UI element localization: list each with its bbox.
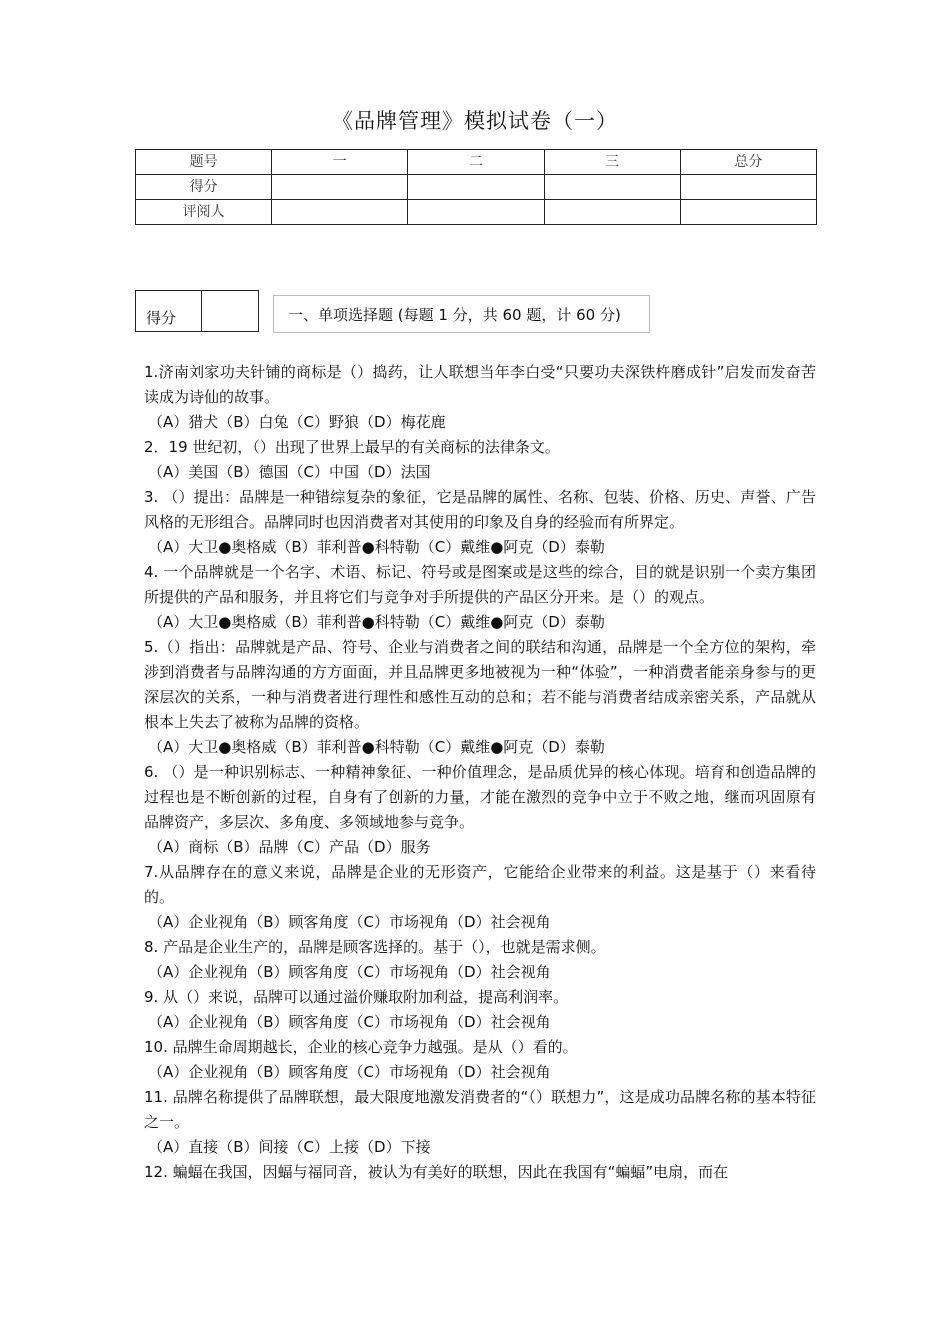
question-options: （A）直接（B）间接（C）上接（D）下接 <box>148 1138 431 1156</box>
question-text: 5.（）指出：品牌就是产品、符号、企业与消费者之间的联结和沟通，品牌是一个全方位的架构，牵涉到消费者与品牌沟通的方方面面，并且品牌更多地被视为一种“体验”，一种消费者能亲身参与的更深层次的关系，一种与消费者进行理性和感性互动的总和；若不能与消费者结成亲密关系，产品就从根本上失去了被称为品牌的资格。 <box>144 638 816 731</box>
score-table-cell <box>680 175 816 200</box>
question-text: 4. 一个品牌就是一个名字、术语、标记、符号或是图案或是这些的综合，目的就是识别一个卖方集团所提供的产品和服务，并且将它们与竞争对手所提供的产品区分开来。是（）的观点。 <box>144 563 816 606</box>
question-options: （A）企业视角（B）顾客角度（C）市场视角（D）社会视角 <box>148 913 551 931</box>
question-text: 10. 品牌生命周期越长，企业的核心竞争力越强。是从（）看的。 <box>144 1038 578 1056</box>
question-options: （A）企业视角（B）顾客角度（C）市场视角（D）社会视角 <box>148 1013 551 1031</box>
score-table-cell <box>272 175 408 200</box>
score-table-cell: 题号 <box>136 150 272 175</box>
score-table-cell <box>408 175 544 200</box>
question-options: （A）企业视角（B）顾客角度（C）市场视角（D）社会视角 <box>148 963 551 981</box>
score-table-cell: 三 <box>544 150 680 175</box>
question-options: （A）大卫●奥格威（B）菲利普●科特勒（C）戴维●阿克（D）泰勒 <box>148 738 605 756</box>
score-table-cell <box>408 200 544 225</box>
score-table-cell <box>272 200 408 225</box>
score-table-cell: 一 <box>272 150 408 175</box>
score-table-row <box>136 150 817 175</box>
question-options: （A）猎犬（B）白兔（C）野狼（D）梅花鹿 <box>148 413 446 431</box>
question-list <box>144 360 816 1185</box>
question-text: 1.济南刘家功夫针铺的商标是（）捣药，让人联想当年李白受“只要功夫深铁杵磨成针”启发而发奋苦读成为诗仙的故事。 <box>144 363 816 406</box>
section-score-label: 得分 <box>136 291 202 331</box>
score-table-cell: 总分 <box>680 150 816 175</box>
section-heading: 一、单项选择题 (每题 1 分，共 60 题，计 60 分) <box>273 295 650 333</box>
question-text: 2．19 世纪初，（）出现了世界上最早的有关商标的法律条文。 <box>144 438 560 456</box>
question-text: 8. 产品是企业生产的，品牌是顾客选择的。基于（），也就是需求侧。 <box>144 938 606 956</box>
question-options: （A）大卫●奥格威（B）菲利普●科特勒（C）戴维●阿克（D）泰勒 <box>148 613 605 631</box>
score-table-cell <box>680 200 816 225</box>
question-options: （A）大卫●奥格威（B）菲利普●科特勒（C）戴维●阿克（D）泰勒 <box>148 538 605 556</box>
score-table-row <box>136 200 817 225</box>
section-score-box <box>135 290 259 332</box>
question-text: 6. （）是一种识别标志、一种精神象征、一种价值理念，是品质优异的核心体现。培育和创造品牌的过程也是不断创新的过程，自身有了创新的力量，才能在激烈的竞争中立于不败之地，继而巩固原有品牌资产，多层次、多角度、多领域地参与竞争。 <box>144 763 816 831</box>
score-table-cell <box>544 200 680 225</box>
score-table-cell: 得分 <box>136 175 272 200</box>
question-options: （A）企业视角（B）顾客角度（C）市场视角（D）社会视角 <box>148 1063 551 1081</box>
score-table-cell <box>544 175 680 200</box>
question-text: 7.从品牌存在的意义来说，品牌是企业的无形资产，它能给企业带来的利益。这是基于（）来看待的。 <box>144 863 816 906</box>
question-options: （A）美国（B）德国（C）中国（D）法国 <box>148 463 431 481</box>
question-text: 12. 蝙蝠在我国，因蝠与福同音，被认为有美好的联想，因此在我国有“蝙蝠”电扇，而在 <box>144 1163 729 1181</box>
score-table-cell: 二 <box>408 150 544 175</box>
score-table-cell: 评阅人 <box>136 200 272 225</box>
score-table-row <box>136 175 817 200</box>
question-text: 11. 品牌名称提供了品牌联想，最大限度地激发消费者的“（）联想力”，这是成功品牌名称的基本特征之一。 <box>144 1088 816 1131</box>
question-text: 3. （）提出：品牌是一种错综复杂的象征，它是品牌的属性、名称、包装、价格、历史、声誉、广告风格的无形组合。品牌同时也因消费者对其使用的印象及自身的经验而有所界定。 <box>144 488 816 531</box>
question-text: 9. 从（）来说，品牌可以通过溢价赚取附加利益，提高利润率。 <box>144 988 569 1006</box>
score-table <box>135 149 817 225</box>
page-title: 《品牌管理》模拟试卷（一） <box>332 109 618 133</box>
question-options: （A）商标（B）品牌（C）产品（D）服务 <box>148 838 431 856</box>
